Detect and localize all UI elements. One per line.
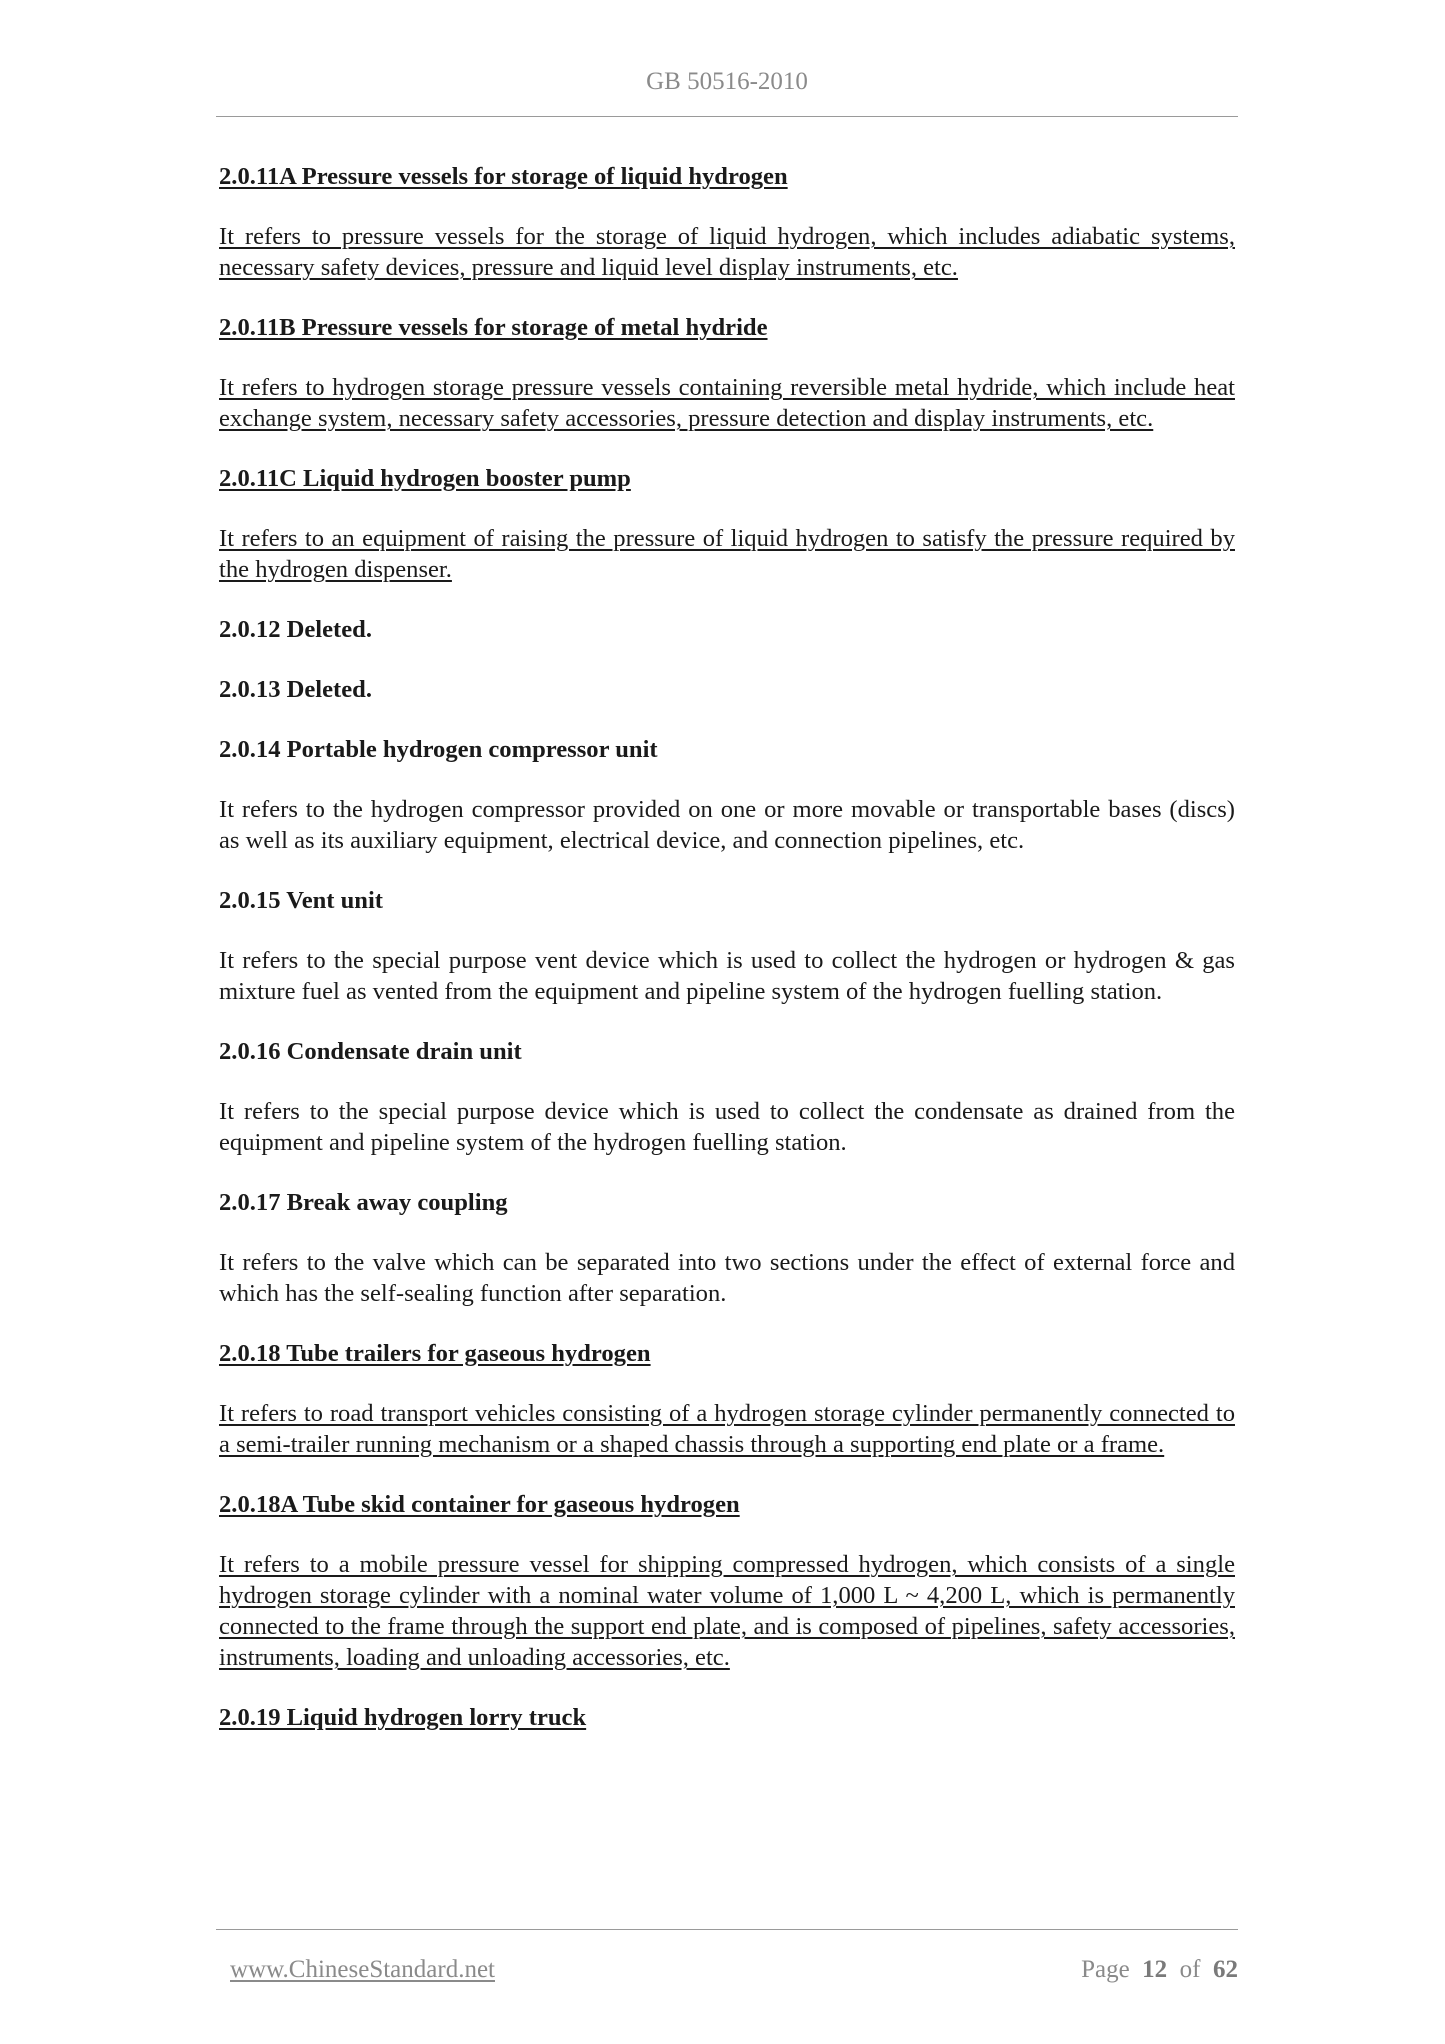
clause-title: 2.0.19 Liquid hydrogen lorry truck xyxy=(219,1704,587,1731)
clause-title: 2.0.16 Condensate drain unit xyxy=(219,1038,522,1065)
clause-body: It refers to the valve which can be separated into two sections under the effect of external force and which has the self-sealing function after separation. xyxy=(219,1249,1235,1307)
page-indicator xyxy=(1081,1956,1238,1984)
of-word: of xyxy=(1179,1956,1201,1983)
website-link[interactable]: www.ChineseStandard.net xyxy=(230,1956,495,1983)
clause-2-0-18a xyxy=(219,1489,1235,1673)
clause-body: It refers to road transport vehicles consisting of a hydrogen storage cylinder permanently connected to a semi-trailer running mechanism or a shaped chassis through a supporting end plate or a frame. xyxy=(219,1400,1235,1458)
clause-body: It refers to an equipment of raising the pressure of liquid hydrogen to satisfy the pressure required by the hydrogen dispenser. xyxy=(219,525,1235,583)
clause-body: It refers to hydrogen storage pressure vessels containing reversible metal hydride, which include heat exchange system, necessary safety accessories, pressure detection and display instruments, etc. xyxy=(219,374,1235,432)
clause-2-0-19 xyxy=(219,1702,1235,1733)
clause-body: It refers to a mobile pressure vessel for shipping compressed hydrogen, which consists of a single hydrogen storage cylinder with a nominal water volume of 1,000 L ~ 4,200 L, which is permanently connected to the frame through the support end plate, and is composed of pipelines, safety accessories, instruments, loading and unloading accessories, etc. xyxy=(219,1551,1235,1671)
clause-body: It refers to the hydrogen compressor provided on one or more movable or transportable bases (discs) as well as its auxiliary equipment, electrical device, and connection pipelines, etc. xyxy=(219,796,1235,854)
total-pages: 62 xyxy=(1213,1956,1238,1983)
clause-title: 2.0.18 Tube trailers for gaseous hydrogen xyxy=(219,1340,651,1367)
clause-title: 2.0.17 Break away coupling xyxy=(219,1189,508,1216)
page-word: Page xyxy=(1081,1956,1130,1983)
clause-title: 2.0.11A Pressure vessels for storage of liquid hydrogen xyxy=(219,163,788,190)
clause-2-0-18 xyxy=(219,1338,1235,1460)
clause-2-0-16 xyxy=(219,1036,1235,1158)
clause-2-0-14 xyxy=(219,734,1235,856)
clause-2-0-13 xyxy=(219,674,1235,705)
clause-body: It refers to the special purpose vent device which is used to collect the hydrogen or hydrogen & gas mixture fuel as vented from the equipment and pipeline system of the hydrogen fuelling station. xyxy=(219,947,1235,1005)
clause-title: 2.0.15 Vent unit xyxy=(219,887,384,914)
page-header xyxy=(216,64,1238,117)
clause-2-0-11b xyxy=(219,312,1235,434)
clause-title: 2.0.11C Liquid hydrogen booster pump xyxy=(219,465,631,492)
standard-code: GB 50516-2010 xyxy=(646,68,808,95)
page-number: 12 xyxy=(1142,1956,1168,1983)
clause-title: 2.0.14 Portable hydrogen compressor unit xyxy=(219,736,658,763)
document-body xyxy=(219,161,1235,1762)
clause-title: 2.0.12 Deleted. xyxy=(219,616,372,643)
clause-title: 2.0.18A Tube skid container for gaseous hydrogen xyxy=(219,1491,740,1518)
clause-title: 2.0.11B Pressure vessels for storage of metal hydride xyxy=(219,314,768,341)
clause-body: It refers to pressure vessels for the storage of liquid hydrogen, which includes adiabatic systems, necessary safety devices, pressure and liquid level display instruments, etc. xyxy=(219,223,1235,281)
clause-title: 2.0.13 Deleted. xyxy=(219,676,372,703)
page-footer xyxy=(216,1929,1238,1983)
clause-2-0-11a xyxy=(219,161,1235,283)
clause-2-0-11c xyxy=(219,463,1235,585)
clause-body: It refers to the special purpose device which is used to collect the condensate as drained from the equipment and pipeline system of the hydrogen fuelling station. xyxy=(219,1098,1235,1156)
clause-2-0-17 xyxy=(219,1187,1235,1309)
clause-2-0-12 xyxy=(219,614,1235,645)
clause-2-0-15 xyxy=(219,885,1235,1007)
